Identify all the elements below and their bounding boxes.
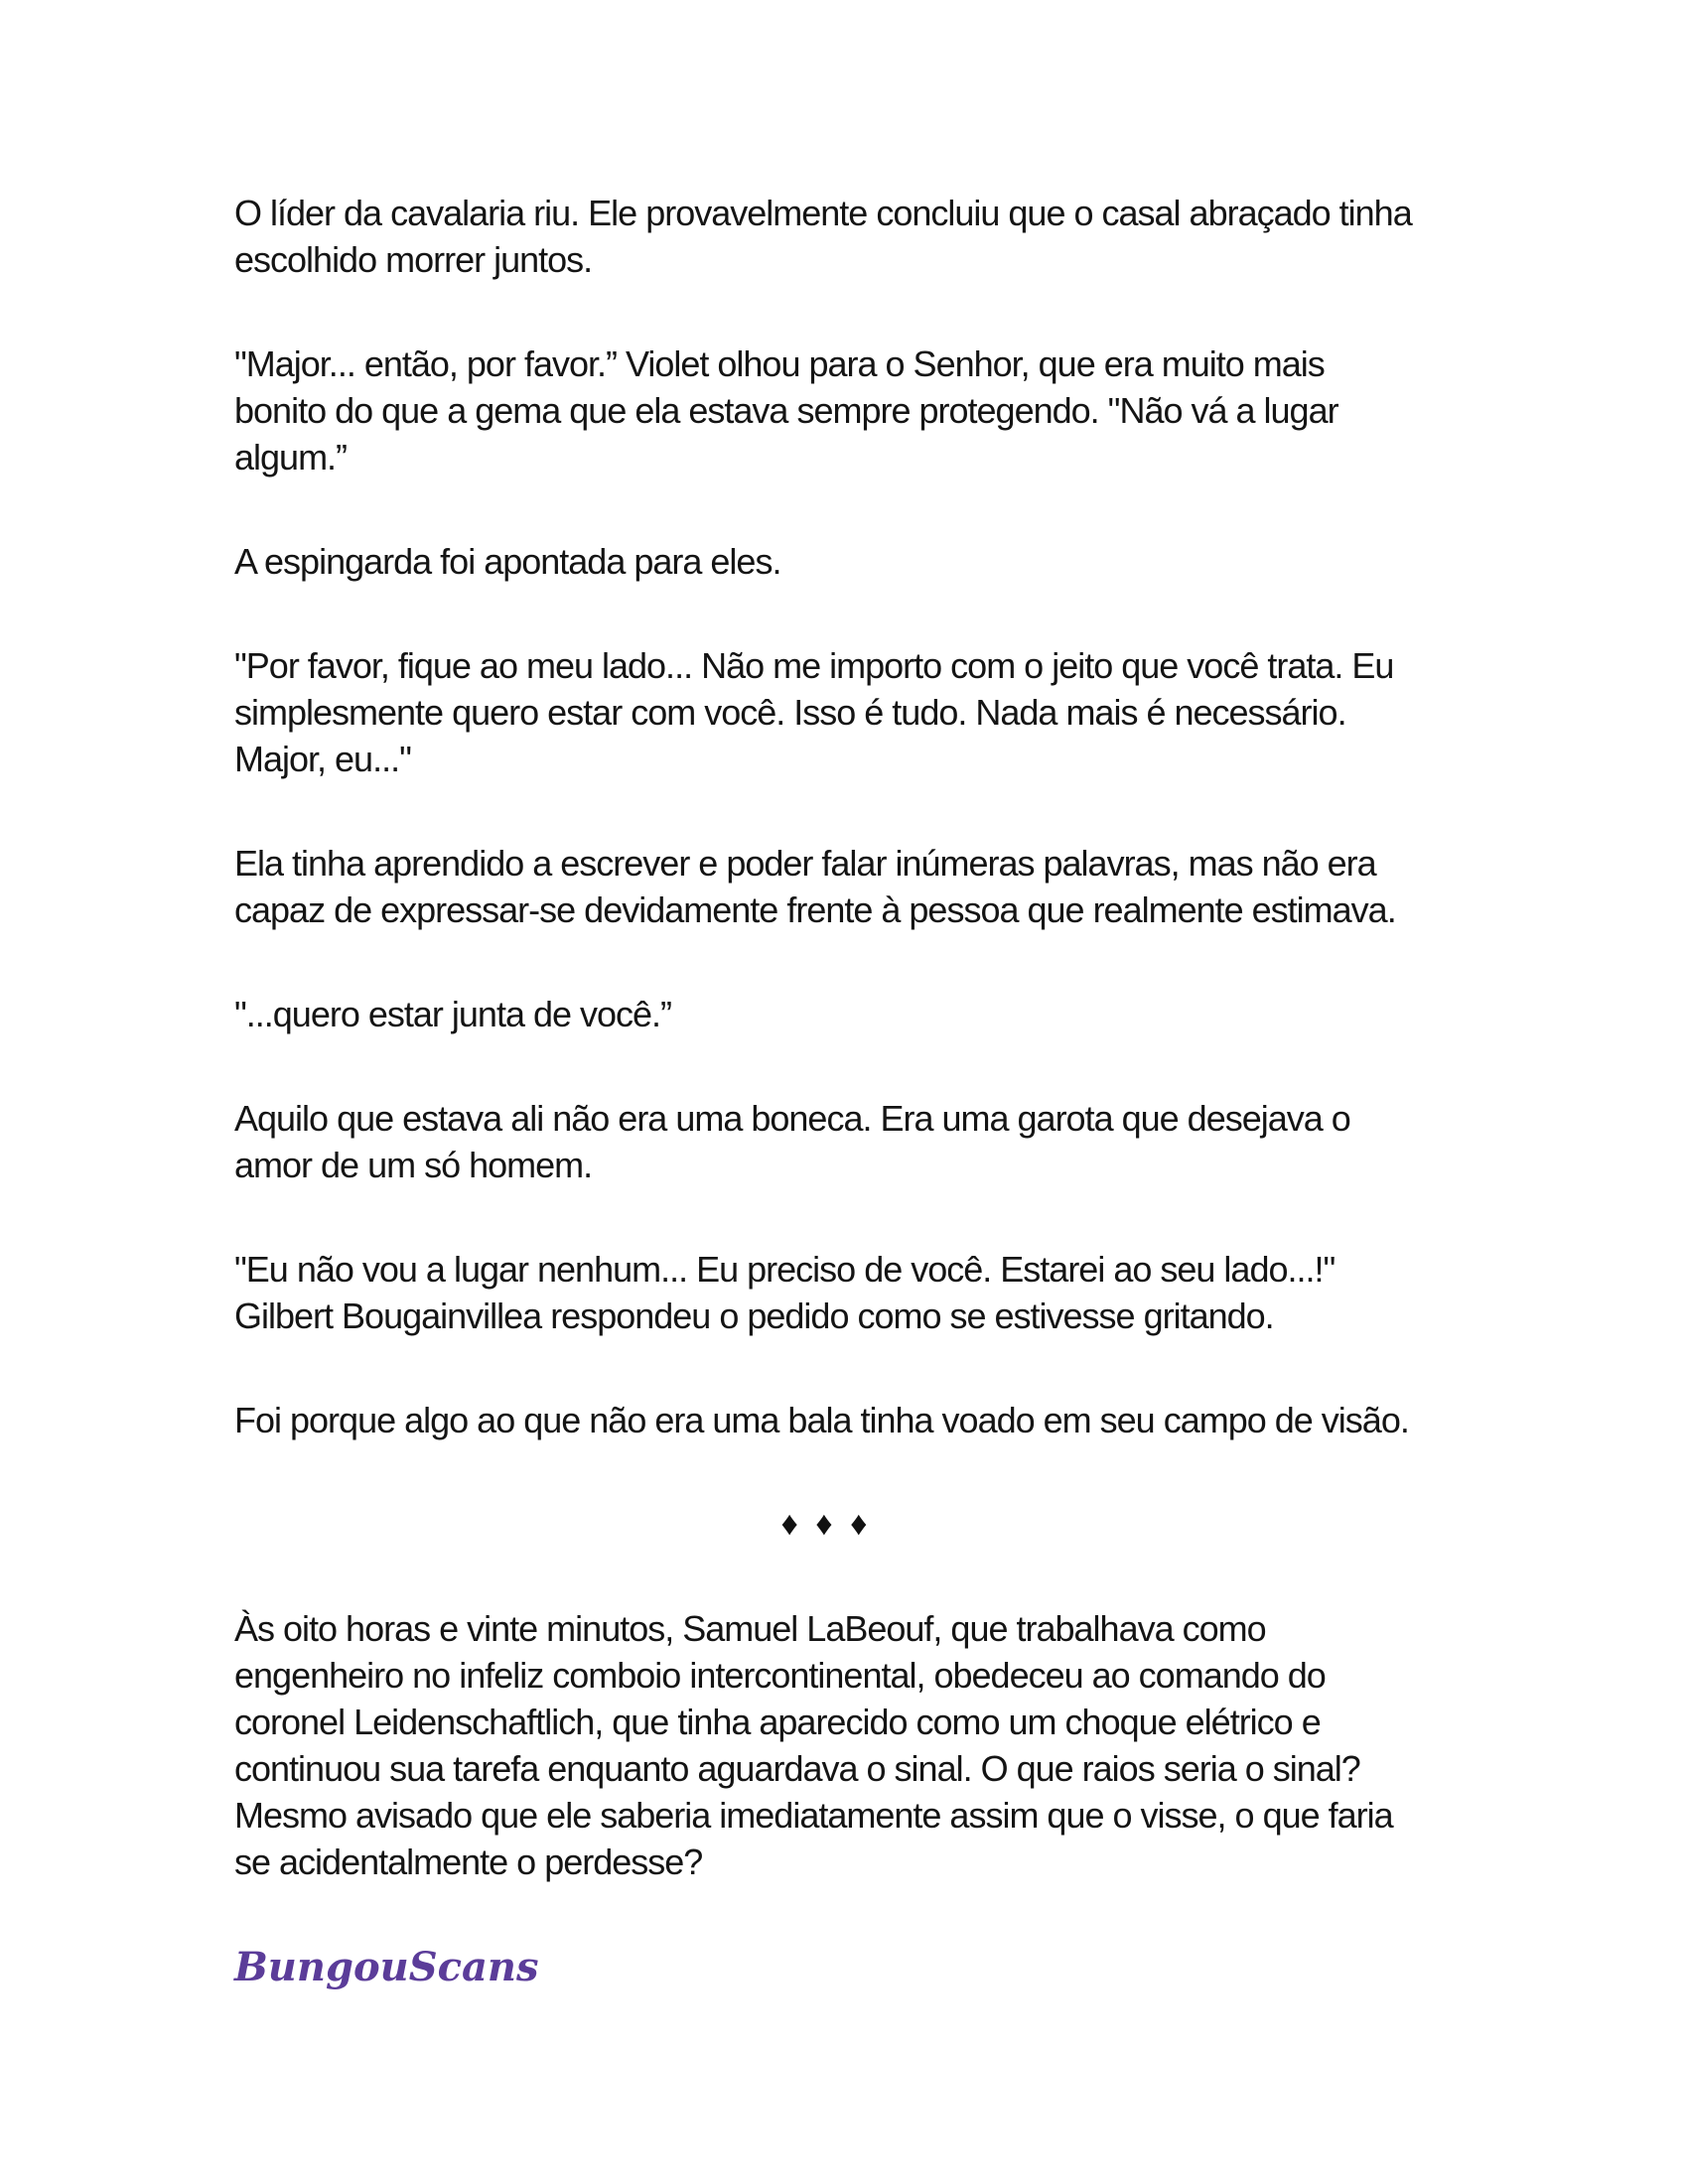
paragraph: Aquilo que estava ali não era uma boneca. Era uma garota que desejava o amor de um só homem. [234, 1098, 1350, 1185]
paragraph: "Major... então, por favor.” Violet olhou para o Senhor, que era muito mais bonito do que a gema que ela estava sempre protegendo. "Não vá a lugar algum.” [234, 343, 1338, 478]
paragraph: "Por favor, fique ao meu lado... Não me importo com o jeito que você trata. Eu simplesmente quero estar com você. Isso é tudo. Nada mais é necessário. Major, eu..." [234, 645, 1394, 779]
scanlation-credit: BungouScans [234, 1944, 539, 1990]
paragraph: A espingarda foi apontada para eles. [234, 541, 781, 582]
paragraph: Ela tinha aprendido a escrever e poder falar inúmeras palavras, mas não era capaz de expressar-se devidamente frente à pessoa que realmente estimava. [234, 843, 1396, 930]
paragraph: O líder da cavalaria riu. Ele provavelmente concluiu que o casal abraçado tinha escolhido morrer juntos. [234, 193, 1412, 280]
paragraph: "...quero estar junta de você.” [234, 994, 672, 1034]
section-divider-diamonds: ♦ ♦ ♦ [780, 1505, 872, 1543]
paragraph: "Eu não vou a lugar nenhum... Eu preciso de você. Estarei ao seu lado...!" Gilbert Bougainvillea respondeu o pedido como se estivesse gritando. [234, 1249, 1336, 1336]
paragraph: Foi porque algo ao que não era uma bala tinha voado em seu campo de visão. [234, 1400, 1409, 1440]
paragraph: Às oito horas e vinte minutos, Samuel LaBeouf, que trabalhava como engenheiro no infeliz comboio intercontinental, obedeceu ao comando do coronel Leidenschaftlich, que tinha aparecido como um choque elétrico e continuou sua tarefa enquanto aguardava o sinal. O que raios seria o sinal? Mesmo avisado que ele saberia imediatamente assim que o visse, o que faria se acidentalmente o perdesse? [234, 1608, 1393, 1882]
